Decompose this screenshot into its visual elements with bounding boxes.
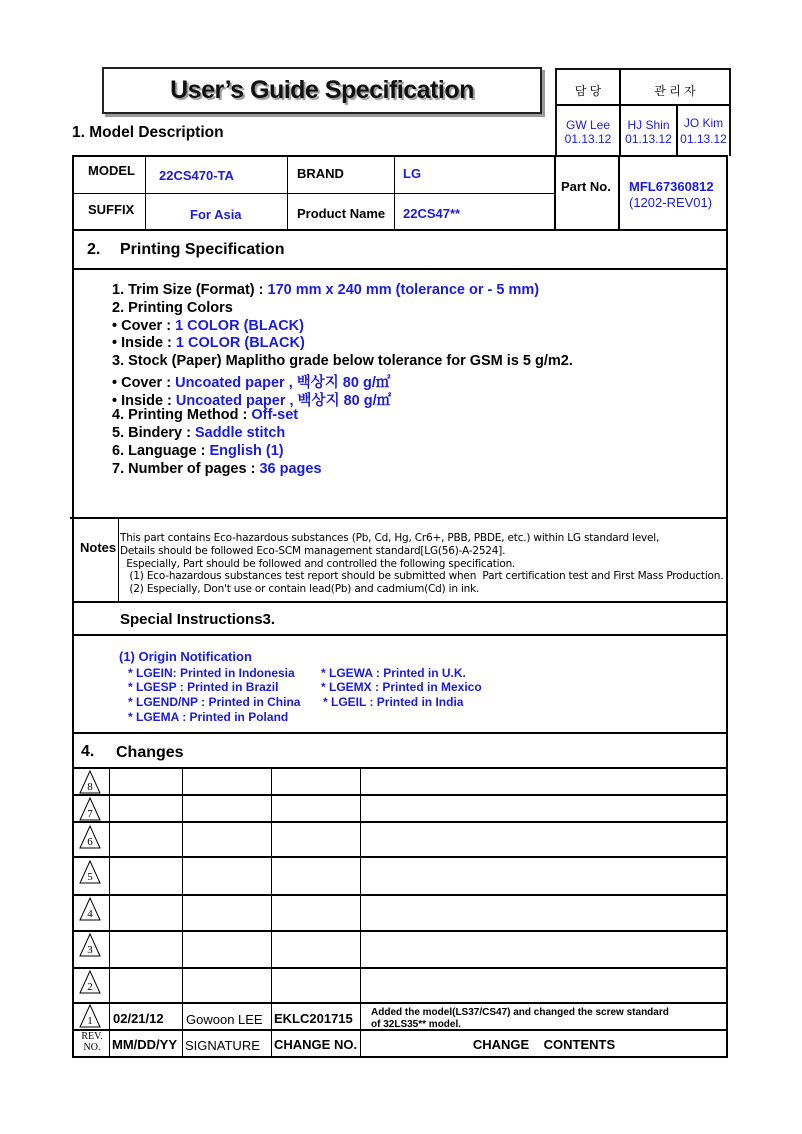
svg-text:4: 4 [87,908,93,920]
change-number: EKLC201715 [274,1011,353,1026]
origin-item: * LGEIL : Printed in India [323,695,464,709]
svg-text:2: 2 [87,981,93,993]
brand-value: LG [403,166,422,181]
note-line: This part contains Eco-hazardous substances (Pb, Cd, Hg, Cr6+, PBB, PBDE, etc.) within LG standard level, [120,532,660,544]
change-no-column-label: CHANGE NO. [274,1037,358,1052]
spec-label: • Inside : [112,393,176,409]
spec-label: 2. Printing Colors [112,300,233,316]
svg-text:5: 5 [87,871,93,883]
divider [109,768,110,1057]
note-line: (2) Especially, Don't use or contain lead(Pb) and cadmium(Cd) in ink. [120,583,480,595]
frame-top-border [72,155,728,157]
signature-column-label: SIGNATURE [185,1038,260,1053]
divider [72,856,728,858]
signer-name: JO Kim [683,116,724,130]
signer-name: HJ Shin [627,118,670,132]
divider [72,794,728,796]
part-no-value: MFL67360812 [629,179,714,194]
spec-bindery [112,425,285,441]
divider [182,768,183,1057]
spec-value: 1 COLOR (BLACK) [175,318,304,334]
origin-item: * LGEND/NP : Printed in China [128,695,301,709]
spec-value: 36 pages [259,461,322,477]
note-line: Especially, Part should be followed and controlled the following specification. [120,558,516,570]
divider [72,634,728,636]
suffix-value: For Asia [190,207,242,222]
change-contents-column-label: CHANGE CONTENTS [472,1037,616,1052]
spec-stock [112,353,573,369]
spec-label: 3. Stock (Paper) Maplitho grade below tolerance for GSM is 5 g/m2. [112,353,573,369]
model-value: 22CS470-TA [159,168,234,183]
origin-item: * LGEWA : Printed in U.K. [321,666,466,680]
revision-triangle-icon [78,970,102,994]
divider [72,1002,728,1004]
spec-label: • Cover : [112,375,176,391]
spec-printing-colors [112,300,233,316]
change-contents: Added the model(LS37/CS47) and changed the screw standard of 32LS35** model. [371,1007,669,1029]
spec-label: • Cover : [112,318,176,334]
revision-triangle-icon [78,797,102,821]
change-date: 02/21/12 [113,1011,164,1026]
frame-bottom-border [72,1056,728,1058]
product-name-label: Product Name [297,206,386,221]
signer-date: 01.13.12 [564,132,612,146]
changes-heading: Changes [116,744,184,761]
spec-trim-size [112,282,539,298]
rev-no-label [78,1031,106,1053]
document-title: User’s Guide Specification [170,76,474,104]
svg-text:8: 8 [87,781,93,793]
divider [72,601,728,603]
svg-text:3: 3 [87,944,93,956]
spec-label: 1. Trim Size (Format) : [112,282,268,298]
spec-language [112,443,284,459]
divider [72,967,728,969]
spec-pages [112,461,322,477]
signer-date: 01.13.12 [680,132,727,146]
revision-triangle-icon [78,1004,102,1028]
section-number: 4. [81,743,95,760]
revision-triangle-icon [78,770,102,794]
revision-triangle-icon [78,933,102,957]
divider [676,104,678,156]
change-signature: Gowoon LEE [186,1012,263,1027]
spec-value: Uncoated paper , 백상지 80 g/㎡ [175,375,391,391]
revision-triangle-icon [78,825,102,849]
part-no-revision: (1202-REV01) [629,195,713,210]
signer-name: GW Lee [565,118,610,132]
suffix-label: SUFFIX [88,202,135,217]
spec-value: Saddle stitch [195,425,286,441]
model-label: MODEL [88,163,135,178]
divider [72,767,728,769]
spec-label: 4. Printing Method : [112,407,252,423]
notes-label: Notes [80,540,117,555]
divider [72,732,728,734]
divider [72,268,728,270]
origin-item: * LGEMX : Printed in Mexico [321,680,482,694]
spec-value: 170 mm x 240 mm (tolerance or - 5 mm) [267,282,540,298]
spec-value: Off-set [251,407,299,423]
model-description-heading: 1. Model Description [72,124,224,141]
origin-item: * LGEMA : Printed in Poland [128,710,289,724]
divider [72,894,728,896]
frame-left-border [72,155,74,1058]
spec-cover-color [112,318,304,334]
spec-label: • Inside : [112,335,176,351]
spec-label: 6. Language : [112,443,210,459]
svg-text:6: 6 [87,836,93,848]
spec-value: 1 COLOR (BLACK) [175,335,305,351]
section-number: 2. [87,241,101,258]
rev-label: REV. [81,1031,103,1042]
printing-spec-heading: Printing Specification [120,241,285,258]
revision-triangle-icon [78,860,102,884]
spec-printing-method [112,407,298,423]
svg-text:7: 7 [87,808,93,820]
divider [72,821,728,823]
divider [271,768,272,1057]
origin-item: * LGEIN: Printed in Indonesia [128,666,295,680]
approval-header-charge: 담 당 [574,84,602,98]
revision-triangle-icon [78,897,102,921]
note-line: Details should be followed Eco-SCM management standard[LG(56)-A-2524]. [120,545,506,557]
brand-label: BRAND [297,166,344,181]
origin-notification-title: (1) Origin Notification [119,649,252,664]
divider [72,229,728,231]
spec-label: 5. Bindery : [112,425,195,441]
approval-box [555,68,731,156]
note-line: (1) Eco-hazardous substances test report should be submitted when Part certification test and First Mass Production. [120,570,724,582]
origin-item: * LGESP : Printed in Brazil [128,680,279,694]
spec-value: English (1) [209,443,284,459]
frame-right-border [726,155,728,1058]
spec-inside-color [112,335,305,351]
spec-label: 7. Number of pages : [112,461,260,477]
signer-date: 01.13.12 [625,132,672,146]
divider [72,930,728,932]
approval-header-manager: 관 리 자 [654,84,696,98]
special-instructions-heading: Special Instructions3. [120,611,276,628]
divider [72,1029,728,1031]
title-box [102,67,542,114]
divider [360,768,361,1057]
divider [72,193,555,194]
date-column-label: MM/DD/YY [112,1037,177,1052]
no-label: NO. [83,1042,101,1053]
part-no-label: Part No. [561,179,611,194]
divider [557,104,729,106]
divider [118,518,119,602]
spec-value: Uncoated paper , 백상지 80 g/㎡ [175,393,392,409]
divider [70,517,728,519]
svg-text:1: 1 [87,1015,93,1027]
divider [618,155,620,230]
product-name-value: 22CS47** [403,206,461,221]
